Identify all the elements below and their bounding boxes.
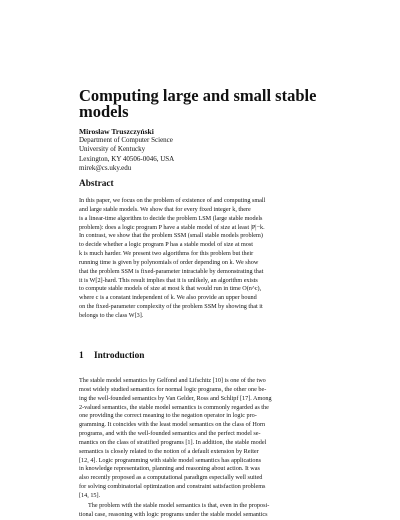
paper-title: [79, 88, 329, 120]
text-line: programs, and with the well-founded semantics and the perfect model se-: [79, 430, 261, 438]
text-line: gramming. It coincides with the least model semantics on the class of Horn: [79, 421, 266, 429]
title-line: models: [79, 102, 129, 121]
affiliation-line: University of Kentucky: [79, 145, 146, 154]
text-line: In contrast, we show that the problem SSM (small stable models problem): [79, 232, 263, 240]
abstract-heading: Abstract: [79, 179, 114, 189]
text-line: 2-valued semantics, the stable model semantics is commonly regarded as the: [79, 403, 269, 411]
abstract-text: [79, 197, 322, 321]
text-line: [14, 15].: [79, 491, 101, 499]
text-line: mantics on the class of stratified programs [1]. In addition, the stable model: [79, 438, 267, 446]
text-line: belongs to the class W[3].: [79, 311, 144, 319]
text-line: also recently proposed as a computational paradigm especially well suited: [79, 474, 263, 482]
text-line: semantics is closely related to the notion of a default extension by Reiter: [79, 447, 259, 455]
title-line: Computing large and small stable: [79, 86, 317, 105]
text-line: it is W[2]-hard. This result implies that it is unlikely, an algorithm exists: [79, 276, 258, 284]
text-line: problem): does a logic program P have a stable model of size at least |P|−k.: [79, 223, 265, 231]
text-line: The stable model semantics by Gelfond and Lifschitz [10] is one of the two: [79, 377, 266, 384]
intro-paragraph-2: [79, 502, 322, 520]
text-line: that the problem SSM is fixed-parameter intractable by demonstrating that: [79, 267, 264, 275]
section-number: 1: [79, 351, 84, 361]
text-line: for solving combinatorial optimization and constraint satisfaction problems: [79, 483, 266, 491]
text-line: The problem with the stable model semantics is that, even in the proposi-: [88, 502, 270, 509]
author-block: [79, 127, 319, 173]
text-line: running time is given by polynomials of order depending on k. We show: [79, 258, 259, 266]
text-line: on the fixed-parameter complexity of the problem SSM by showing that it: [79, 303, 263, 311]
text-line: most widely studied semantics for normal logic programs, the other one be-: [79, 385, 267, 393]
text-line: to decide whether a logic program P has a stable model of size at most: [79, 241, 253, 249]
text-line: ing the well-founded semantics by Van Gelder, Ross and Schlipf [17]. Among: [79, 394, 272, 402]
text-line: to compute stable models of size at most k that would run in time O(n^c),: [79, 285, 262, 293]
text-line: is a linear-time algorithm to decide the problem LSM (large stable models: [79, 214, 263, 222]
text-line: k is much harder. We present two algorithms for this problem but their: [79, 250, 254, 258]
author-email: mirek@cs.uky.edu: [79, 163, 132, 172]
text-line: in knowledge representation, planning and reasoning about action. It was: [79, 465, 260, 473]
text-line: [12, 4]. Logic programming with stable model semantics has applications: [79, 456, 261, 464]
section-title: Introduction: [94, 351, 145, 361]
text-line: In this paper, we focus on the problem of existence of and computing small: [79, 197, 266, 204]
introduction-heading: [79, 351, 144, 361]
intro-paragraph-1: [79, 377, 322, 501]
affiliation-line: Department of Computer Science: [79, 136, 173, 145]
author-name: Mirosław Truszczyński: [79, 127, 154, 136]
text-line: where c is a constant independent of k. We also provide an upper bound: [79, 294, 257, 302]
text-line: one providing the correct meaning to the negation operator in logic pro-: [79, 412, 257, 420]
affiliation-line: Lexington, KY 40506-0046, USA: [79, 154, 175, 163]
text-line: tional case, reasoning with logic programs under the stable model semantics: [79, 510, 268, 518]
text-line: and large stable models. We show that for every fixed integer k, there: [79, 205, 251, 213]
